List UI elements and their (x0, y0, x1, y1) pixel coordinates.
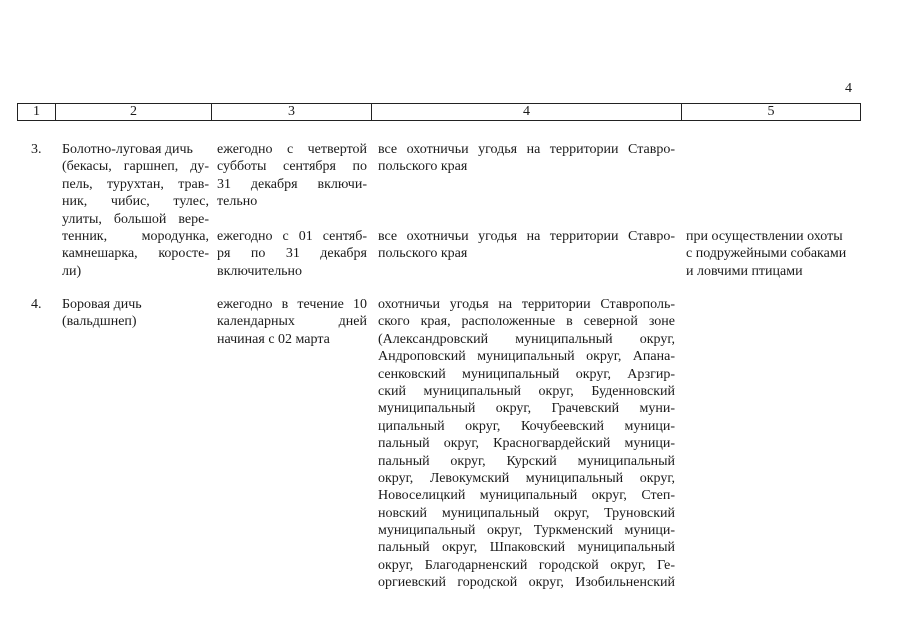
text-line: (вальдшнеп) (62, 314, 137, 330)
text-line: все охотничьи угодья на территории Ставро- (378, 142, 675, 157)
header-col-4: 4 (372, 104, 682, 120)
text-line: польского края (378, 246, 468, 262)
text-line: ского края, расположенные в северной зоне (378, 314, 675, 330)
text-line: все охотничьи угодья на территории Ставро- (378, 229, 675, 244)
text-line: новский муниципальный округ, Труновский (378, 505, 675, 521)
header-col-2: 2 (56, 104, 212, 120)
row-4-game-type (62, 296, 209, 331)
text-line: польского края (378, 159, 468, 175)
text-line: улиты, большой вере- (62, 211, 209, 227)
text-line: ский муниципальный округ, Буденновский (378, 383, 675, 399)
text-line: 31 декабря включи- (217, 176, 367, 192)
row-3-period-a (217, 141, 367, 211)
text-line: (Александровский муниципальный округ, (378, 331, 675, 347)
header-col-5: 5 (767, 104, 775, 119)
text-line: пель, турухтан, трав- (62, 176, 209, 192)
text-line: Боровая дичь (62, 297, 142, 312)
header-col-1: 1 (18, 104, 56, 120)
text-line: тенник, мородунка, (62, 228, 209, 244)
text-line: муниципальный округ, Туркменский муници- (378, 523, 675, 539)
text-line: пальный округ, Красногвардейский муници- (378, 436, 675, 452)
row-3-period-b (217, 228, 367, 280)
text-line: пальный округ, Курский муниципальный (378, 453, 675, 469)
text-line: Новоселицкий муниципальный округ, Степ- (378, 488, 675, 504)
text-line: Андроповский муниципальный округ, Апана- (378, 349, 675, 365)
text-line: пальный округ, Шпаковский муниципальный (378, 540, 675, 556)
text-line: ли) (62, 263, 82, 279)
text-line: округ, Благодарненский городской округ, Ге- (378, 557, 675, 573)
text-line: ципальный округ, Кочубеевский муници- (378, 418, 675, 434)
header-col-3: 3 (212, 104, 372, 120)
text-line: ежегодно с четвертой (217, 142, 367, 157)
text-line: ежегодно в течение 10 (217, 297, 367, 312)
text-line: округ, Левокумский муниципальный округ, (378, 470, 675, 486)
text-line: оргиевский городской округ, Изобильненский (378, 575, 675, 591)
page-number: 4 (845, 81, 852, 96)
row-3-territory-a (378, 141, 675, 176)
row-3-number: 3. (31, 142, 42, 157)
text-line: с подружейными собаками (686, 246, 847, 262)
text-line: (бекасы, гаршнеп, ду- (62, 159, 209, 175)
row-4-number: 4. (31, 297, 42, 312)
text-line: тельно (217, 194, 258, 210)
text-line: субботы сентября по (217, 159, 367, 175)
text-line: муниципальный округ, Грачевский муни- (378, 401, 675, 417)
text-line: охотничьи угодья на территории Ставрополь- (378, 297, 675, 312)
row-3-territory-b (378, 228, 675, 263)
text-line: включительно (217, 263, 303, 279)
text-line: ник, чибис, тулес, (62, 194, 209, 210)
row-4-period (217, 296, 367, 348)
table-header-row (17, 103, 861, 121)
text-line: Болотно-луговая дичь (62, 142, 193, 157)
text-line: сенковский муниципальный округ, Арзгир- (378, 366, 675, 382)
text-line: начиная с 02 марта (217, 331, 330, 347)
text-line: ря по 31 декабря (217, 246, 367, 262)
row-3-note-b (686, 228, 861, 280)
text-line: и ловчими птицами (686, 263, 803, 279)
text-line: календарных дней (217, 314, 367, 330)
text-line: ежегодно с 01 сентяб- (217, 229, 367, 244)
text-line: камнешарка, коросте- (62, 246, 209, 262)
row-3-game-type (62, 141, 209, 280)
text-line: при осуществлении охоты (686, 229, 843, 244)
row-4-territory (378, 296, 675, 592)
